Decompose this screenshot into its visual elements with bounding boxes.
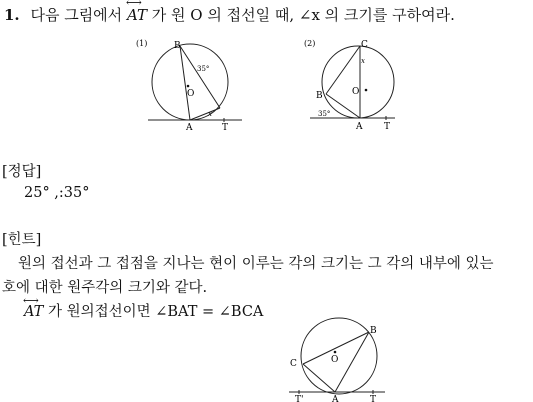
double-arrow-icon: ⟷: [23, 294, 39, 307]
point-b: B: [370, 326, 377, 336]
chord-ba: [335, 332, 369, 392]
angle-35: 35°: [197, 65, 210, 73]
figure-1: [130, 36, 250, 136]
hint-line-1: 원의 접선과 그 접점을 지나는 현이 이루는 각의 크기는 그 각의 내부에 있는: [18, 256, 494, 272]
problem-text-before: 다음 그림에서: [30, 6, 123, 24]
center-dot: [187, 85, 190, 88]
hint-line-3: [23, 294, 264, 321]
double-arrow-icon: ⟷: [125, 0, 142, 9]
point-t: T: [384, 122, 391, 132]
point-a: A: [332, 395, 339, 402]
answer-text: 25° ,:35°: [24, 185, 90, 201]
point-t: T: [222, 123, 229, 133]
center-dot: [365, 89, 368, 92]
angle-x: x: [208, 110, 212, 118]
problem-number: 1.: [4, 6, 20, 24]
circle-o: [301, 318, 377, 394]
ray-label: AT: [126, 6, 147, 24]
ray-notation: [125, 0, 147, 24]
ray-notation: [23, 294, 44, 320]
point-t-prime: T': [295, 395, 304, 402]
point-o: O: [352, 87, 360, 97]
answer-heading: [정답]: [2, 164, 42, 180]
figure-2: [300, 36, 400, 136]
hint-line-3-text: 가 원의접선이면 ∠BAT = ∠BCA: [47, 304, 264, 320]
chord-ba: [180, 46, 190, 120]
angle-35: 35°: [318, 110, 331, 118]
ray-label: AT: [24, 304, 44, 320]
figure-3: [285, 316, 390, 402]
center-dot: [334, 351, 337, 354]
hint-heading: [힌트]: [2, 232, 42, 248]
circle-o: [152, 44, 228, 120]
point-o: O: [187, 89, 195, 99]
point-t: T: [370, 395, 377, 402]
point-a: A: [356, 122, 363, 132]
point-b: B: [316, 91, 323, 101]
point-b: B: [174, 41, 181, 51]
hint-line-2: 호에 대한 원주각의 크기와 같다.: [2, 280, 208, 296]
point-c: C: [361, 40, 368, 50]
point-a: A: [186, 123, 193, 133]
circle-o: [322, 46, 394, 118]
point-c: C: [290, 359, 297, 369]
point-o: O: [331, 355, 339, 365]
chord-bc: [180, 46, 220, 108]
problem-statement: [4, 0, 455, 25]
figure-1-label: (1): [136, 39, 148, 48]
figure-2-label: (2): [304, 39, 316, 48]
angle-x: x: [361, 57, 365, 65]
problem-text-after: 가 원 O 의 접선일 때, ∠x 의 크기를 구하여라.: [151, 6, 455, 24]
chord-ca: [190, 108, 220, 120]
